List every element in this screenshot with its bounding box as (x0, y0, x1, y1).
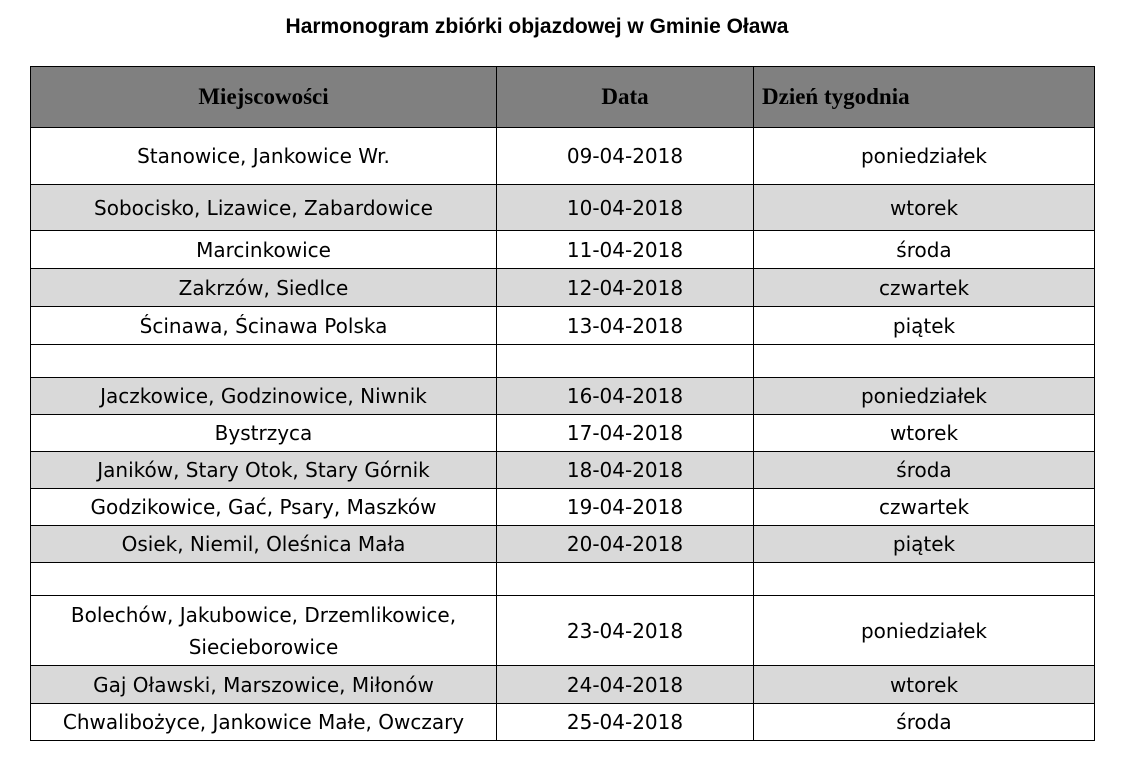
cell-places: Godzikowice, Gać, Psary, Maszków (31, 489, 497, 526)
cell-weekday: piątek (754, 307, 1095, 345)
cell-weekday: piątek (754, 526, 1095, 563)
cell-places: Zakrzów, Siedlce (31, 269, 497, 307)
cell-places: Chwalibożyce, Jankowice Małe, Owczary (31, 704, 497, 741)
table-row (31, 452, 1095, 489)
cell-date: 11-04-2018 (497, 231, 754, 269)
cell-weekday: wtorek (754, 185, 1095, 231)
table-row (31, 489, 1095, 526)
cell-weekday: czwartek (754, 269, 1095, 307)
cell-weekday: środa (754, 452, 1095, 489)
cell-places: Bystrzyca (31, 415, 497, 452)
cell-date: 10-04-2018 (497, 185, 754, 231)
cell-places: Sobocisko, Lizawice, Zabardowice (31, 185, 497, 231)
table-row (31, 269, 1095, 307)
cell-date: 18-04-2018 (497, 452, 754, 489)
cell-places: Ścinawa, Ścinawa Polska (31, 307, 497, 345)
cell-places: Osiek, Niemil, Oleśnica Mała (31, 526, 497, 563)
cell-places: Stanowice, Jankowice Wr. (31, 128, 497, 185)
cell-places: Marcinkowice (31, 231, 497, 269)
cell-date: 12-04-2018 (497, 269, 754, 307)
cell-date (497, 345, 754, 378)
table-row (31, 307, 1095, 345)
cell-weekday: poniedziałek (754, 128, 1095, 185)
table-row (31, 231, 1095, 269)
cell-places: Janików, Stary Otok, Stary Górnik (31, 452, 497, 489)
cell-places (31, 345, 497, 378)
header-places: Miejscowości (31, 67, 497, 128)
cell-weekday: środa (754, 231, 1095, 269)
table-row (31, 526, 1095, 563)
cell-places: Gaj Oławski, Marszowice, Miłonów (31, 666, 497, 704)
table-row (31, 415, 1095, 452)
cell-weekday: środa (754, 704, 1095, 741)
table-header-row (31, 67, 1095, 128)
table-row (31, 704, 1095, 741)
header-date: Data (497, 67, 754, 128)
table-row (31, 596, 1095, 666)
cell-places: Bolechów, Jakubowice, Drzemlikowice, Siecieborowice (31, 596, 497, 666)
cell-date: 24-04-2018 (497, 666, 754, 704)
cell-places (31, 563, 497, 596)
cell-weekday (754, 345, 1095, 378)
cell-weekday: wtorek (754, 666, 1095, 704)
cell-date: 13-04-2018 (497, 307, 754, 345)
document-title: Harmonogram zbiórki objazdowej w Gminie Oława (285, 15, 789, 38)
cell-weekday (754, 563, 1095, 596)
table-row (31, 128, 1095, 185)
cell-weekday: poniedziałek (754, 596, 1095, 666)
cell-date: 19-04-2018 (497, 489, 754, 526)
table-row (31, 378, 1095, 415)
cell-weekday: wtorek (754, 415, 1095, 452)
table-row (31, 563, 1095, 596)
cell-date: 16-04-2018 (497, 378, 754, 415)
table-row (31, 666, 1095, 704)
cell-weekday: czwartek (754, 489, 1095, 526)
cell-date (497, 563, 754, 596)
schedule-table (30, 66, 1095, 741)
cell-date: 23-04-2018 (497, 596, 754, 666)
cell-date: 20-04-2018 (497, 526, 754, 563)
header-weekday: Dzień tygodnia (754, 67, 1095, 128)
cell-weekday: poniedziałek (754, 378, 1095, 415)
cell-date: 25-04-2018 (497, 704, 754, 741)
table-body (31, 128, 1095, 741)
table-row (31, 345, 1095, 378)
cell-date: 17-04-2018 (497, 415, 754, 452)
cell-places: Jaczkowice, Godzinowice, Niwnik (31, 378, 497, 415)
table-row (31, 185, 1095, 231)
cell-date: 09-04-2018 (497, 128, 754, 185)
